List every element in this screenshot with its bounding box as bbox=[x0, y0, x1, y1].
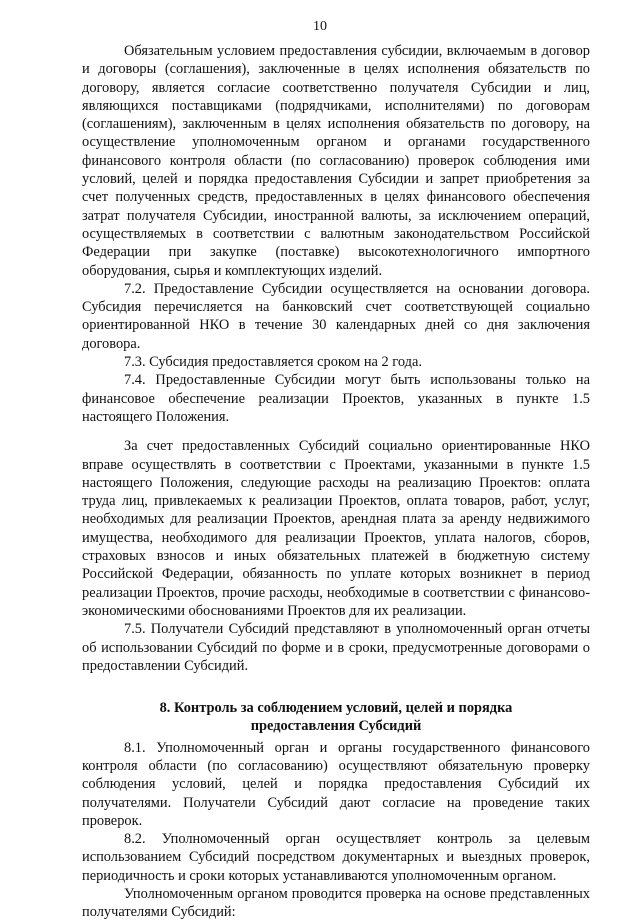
paragraph-7-5: 7.5. Получатели Субсидий представляют в уполномоченный орган отчеты об использовании Субсидий по форме и в сроки, предусмотренные договорами о предоставлении Субсидий. bbox=[82, 621, 590, 674]
paragraph-7-3: 7.3. Субсидия предоставляется сроком на 2 года. bbox=[124, 354, 422, 371]
paragraph-8-1: 8.1. Уполномоченный орган и органы государственного финансового контроля области (по согласованию) осуществляют обязательную проверку соблюдения условий, целей и порядка предоставления Субсидий их получателями. Получатели Субсидий дают согласие на проведение таких проверок. bbox=[82, 739, 590, 829]
page-number: 10 bbox=[313, 19, 327, 34]
section-8-heading: 8. Контроль за соблюдением условий, целей и порядка предоставления Субсидий bbox=[159, 700, 513, 735]
paragraph-7-4: 7.4. Предоставленные Субсидии могут быть использованы только на финансовое обеспечение реализации Проектов, указанных в пункте 1.5 настоящего Положения. bbox=[82, 372, 590, 425]
section-7-continuation bbox=[82, 42, 590, 675]
paragraph-8-2: 8.2. Уполномоченный орган осуществляет контроль за целевым использованием Субсидий посредством документарных и выездных проверок, периодичность и сроки которых устанавливаются уполномоченным органом. bbox=[82, 831, 590, 884]
paragraph-mandatory-condition: Обязательным условием предоставления субсидии, включаемым в договор и договоры (соглашения), заключенные в целях исполнения обязательств по договору, является согласие соответственно получателя Субсидии и лиц, являющихся поставщиками (подрядчиками, исполнителями) по договорам (соглашениям), заключенным в целях исполнения обязательств по договору, на осуществление уполномоченным органом и органами государственного финансового контроля области (по согласованию) проверок соблюдения ими условий, целей и порядка предоставления Субсидии и запрет приобретения за счет полученных средств, предоставленных в целях финансового обеспечения затрат получателя Субсидии, иностранной валюты, за исключением операций, осуществляемых в соответствии с валютным законодательством Российской Федерации при закупке (поставке) высокотехнологичного импортного оборудования, сырья и комплектующих изделий. bbox=[82, 43, 590, 279]
section-8-body bbox=[82, 739, 590, 922]
paragraph-inspection-basis: Уполномоченным органом проводится проверка на основе представленных получателями Субсидий: bbox=[82, 886, 590, 921]
paragraph-expenses: За счет предоставленных Субсидий социально ориентированные НКО вправе осуществлять в соответствии с Проектами, указанными в пункте 1.5 настоящего Положения, следующие расходы на реализацию Проектов: оплата труда лиц, привлекаемых к реализации Проектов, оплата товаров, работ, услуг, необходимых для реализации Проектов, арендная плата за аренду недвижимого имущества, необходимого для реализации Проектов, уплата налогов, сборов, страховых взносов и иных обязательных платежей в бюджетную систему Российской Федерации, обязанность по уплате которых возникнет в период реализации Проектов, прочие расходы, необходимые в соответствии с финансово-экономическими обоснованиями Проектов для их реализации. bbox=[82, 438, 590, 619]
paragraph-7-2: 7.2. Предоставление Субсидии осуществляется на основании договора. Субсидия перечисляется на банковский счет соответствующей социально ориентированной НКО в течение 30 календарных дней со дня заключения договора. bbox=[82, 280, 590, 352]
